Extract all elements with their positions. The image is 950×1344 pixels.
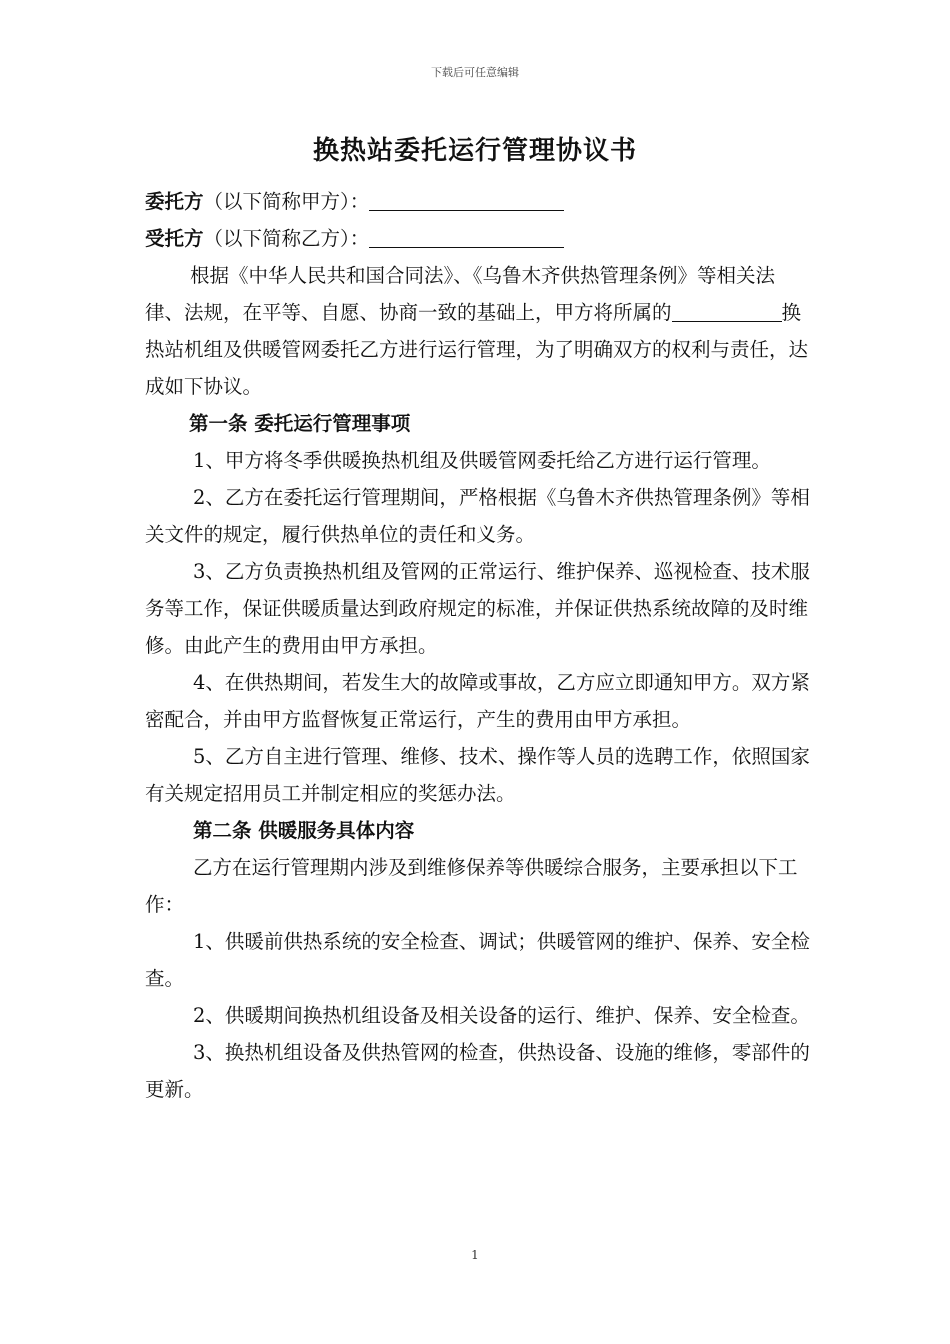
document-body (145, 183, 813, 1108)
article-1-heading: 第一条 委托运行管理事项 (189, 412, 411, 435)
document-title: 换热站委托运行管理协议书 (312, 136, 637, 166)
intro-paragraph (145, 257, 813, 405)
party-a-paren: （以下简称甲方）： (203, 190, 370, 213)
page-number: 1 (471, 1248, 479, 1262)
article-2-item: 3、换热机组设备及供热管网的检查，供热设备、设施的维修，零部件的更新。 (145, 1041, 810, 1101)
article-1-item: 4、在供热期间，若发生大的故障或事故，乙方应立即通知甲方。双方紧密配合，并由甲方监督恢复正常运行，产生的费用由甲方承担。 (145, 671, 810, 731)
article-2-item: 1、供暖前供热系统的安全检查、调试；供暖管网的维护、保养、安全检查。 (145, 930, 810, 990)
party-a-blank[interactable] (369, 188, 564, 211)
intro-text-1: 根据《中华人民共和国合同法》、《乌鲁木齐供热管理条例》等相关法律、法规，在平等、自愿、协商一致的基础上，甲方将所属的 (145, 264, 776, 324)
article-2-heading: 第二条 供暖服务具体内容 (193, 819, 415, 842)
article-2-intro: 乙方在运行管理期内涉及到维修保养等供暖综合服务，主要承担以下工作： (145, 856, 798, 916)
party-b-label: 受托方 (145, 227, 204, 250)
article-2-item: 2、供暖期间换热机组设备及相关设备的运行、维护、保养、安全检查。 (193, 1004, 810, 1027)
station-name-blank[interactable] (672, 299, 782, 322)
party-b-blank[interactable] (369, 225, 564, 248)
party-b-paren: （以下简称乙方）： (203, 227, 370, 250)
page-header: 下载后可任意编辑 (431, 66, 519, 79)
party-a-line (145, 183, 813, 220)
article-1-item: 1、甲方将冬季供暖换热机组及供暖管网委托给乙方进行运行管理。 (193, 449, 771, 472)
party-b-line (145, 220, 813, 257)
article-1-item: 3、乙方负责换热机组及管网的正常运行、维护保养、巡视检查、技术服务等工作，保证供暖质量达到政府规定的标准，并保证供热系统故障的及时维修。由此产生的费用由甲方承担。 (145, 560, 810, 657)
article-1-item: 2、乙方在委托运行管理期间，严格根据《乌鲁木齐供热管理条例》等相关文件的规定，履行供热单位的责任和义务。 (145, 486, 810, 546)
intro-text-2: 换热站机组及供暖管网委托乙方进行运行管理，为了明确双方的权利与责任，达成如下协议。 (145, 301, 809, 398)
party-a-label: 委托方 (145, 190, 204, 213)
article-1-item: 5、乙方自主进行管理、维修、技术、操作等人员的选聘工作，依照国家有关规定招用员工并制定相应的奖惩办法。 (145, 745, 810, 805)
